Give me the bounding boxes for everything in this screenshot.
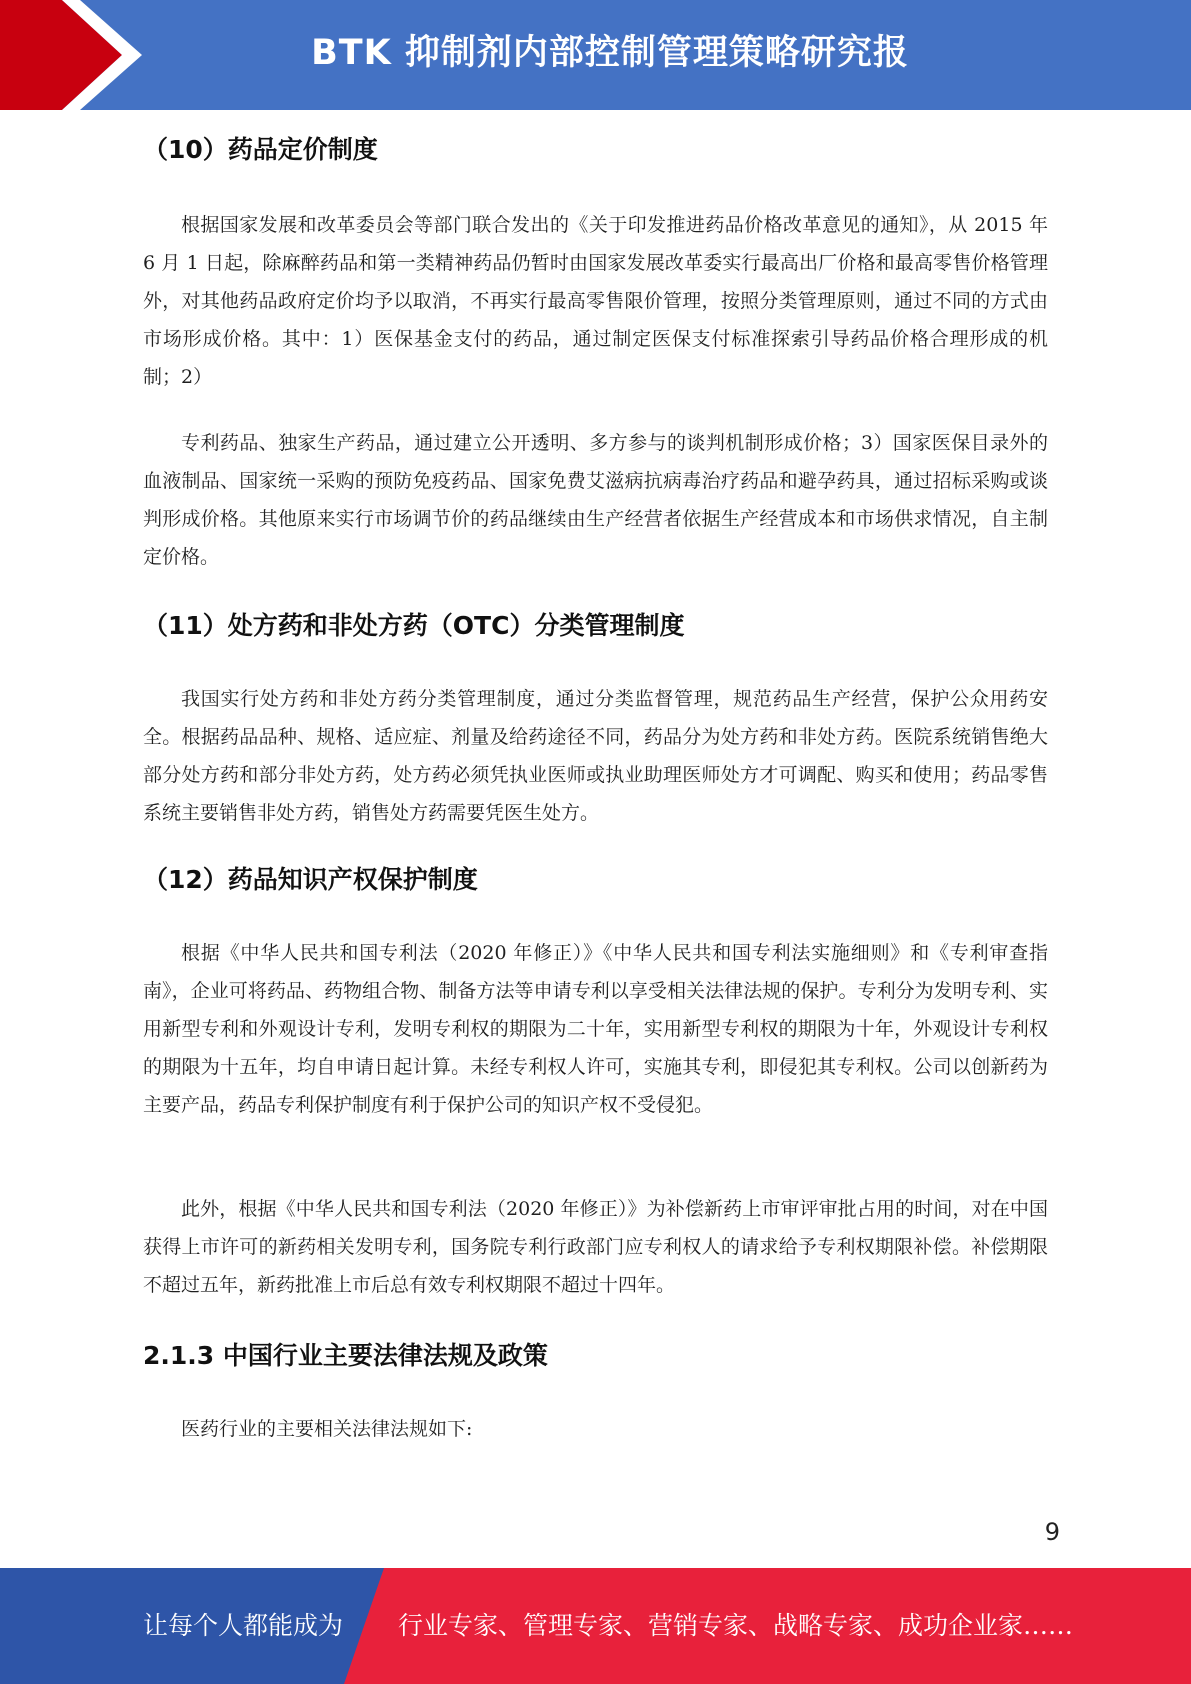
page-number: 9 [1044,1518,1060,1546]
paragraph: 此外，根据《中华人民共和国专利法（2020 年修正）》为补偿新药上市审评审批占用的时间，对在中国获得上市许可的新药相关发明专利，国务院专利行政部门应专利权人的请求给予专利权期限补偿。补偿期限不超过五年，新药批准上市后总有效专利权期限不超过十四年。 [143,1198,1048,1296]
header-arrow-icon [0,0,160,110]
footer-slogan-left: 让每个人都能成为 [143,1611,344,1640]
paragraph: 医药行业的主要相关法律法规如下: [181,1418,473,1440]
page-footer [0,1568,1191,1684]
paragraph: 根据国家发展和改革委员会等部门联合发出的《关于印发推进药品价格改革意见的通知》，从 2015 年 6 月 1 日起，除麻醉药品和第一类精神药品仍暂时由国家发展改革委实行最高出厂价格和最高零售价格管理外，对其他药品政府定价均予以取消，不再实行最高零售限价管理，按照分类管理原则，通过不同的方式由市场形成价格。其中：1）医保基金支付的药品，通过制定医保支付标准探索引导药品价格合理形成的机制；2） [143,214,1048,388]
section-heading-pricing: （10）药品定价制度 [143,135,378,164]
paragraph: 根据《中华人民共和国专利法（2020 年修正）》《中华人民共和国专利法实施细则》和《专利审查指南》，企业可将药品、药物组合物、制备方法等申请专利以享受相关法律法规的保护。专利分为发明专利、实用新型专利和外观设计专利，发明专利权的期限为二十年，实用新型专利权的期限为十年，外观设计专利权的期限为十五年，均自申请日起计算。未经专利权人许可，实施其专利，即侵犯其专利权。公司以创新药为主要产品，药品专利保护制度有利于保护公司的知识产权不受侵犯。 [143,942,1048,1116]
section-heading-laws: 2.1.3 中国行业主要法律法规及政策 [143,1341,548,1370]
paragraph: 专利药品、独家生产药品，通过建立公开透明、多方参与的谈判机制形成价格；3）国家医保目录外的血液制品、国家统一采购的预防免疫药品、国家免费艾滋病抗病毒治疗药品和避孕药具，通过招标采购或谈判形成价格。其他原来实行市场调节价的药品继续由生产经营者依据生产经营成本和市场供求情况，自主制定价格。 [143,432,1048,568]
footer-slogan-right: 行业专家、管理专家、营销专家、战略专家、成功企业家…… [398,1611,1074,1640]
section-heading-ip: （12）药品知识产权保护制度 [143,865,478,894]
section-heading-otc: （11）处方药和非处方药（OTC）分类管理制度 [143,611,685,640]
report-title: BTK 抑制剂内部控制管理策略研究报告 [311,33,909,179]
paragraph: 我国实行处方药和非处方药分类管理制度，通过分类监督管理，规范药品生产经营，保护公众用药安全。根据药品品种、规格、适应症、剂量及给药途径不同，药品分为处方药和非处方药。医院系统销售绝大部分处方药和部分非处方药，处方药必须凭执业医师或执业助理医师处方才可调配、购买和使用；药品零售系统主要销售非处方药，销售处方药需要凭医生处方。 [143,688,1048,824]
